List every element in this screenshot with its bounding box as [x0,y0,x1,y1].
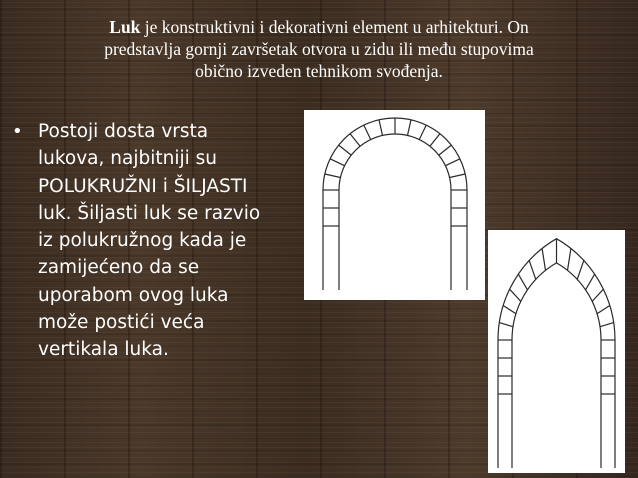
voussoir-joint [350,134,360,147]
voussoir-joint [339,145,352,155]
voussoir-joint [379,120,383,136]
bullet-line: uporabom ovog luka [38,284,229,306]
voussoir-joint [510,289,521,301]
voussoir-joint [430,134,440,147]
voussoir-joint [419,125,426,139]
voussoir-joint [568,249,571,271]
intro-line-2: predstavlja gornji završetak otvora u zidu ili među stupovima [104,39,534,59]
bullet-line: vertikala luka. [38,339,169,361]
arch-outer-line [498,239,615,468]
intro-line-1 [20,16,618,38]
voussoir-joint [600,323,614,327]
voussoir-joint [446,159,460,166]
bullet-line: Postoji dosta vrsta [38,121,209,142]
intro-line-1-rest: je konstruktivni i dekorativni element u arhitekturi. On [140,17,529,37]
arch-inner-line [339,134,451,290]
bullet-symbol: • [12,121,23,142]
bullet-paragraph [12,118,308,364]
voussoir-joint [542,249,545,271]
voussoir-joint [499,323,513,327]
pointed-arch-drawing [488,230,625,473]
pointed-arch-image [488,230,625,473]
voussoir-joint [577,260,584,279]
bullet-line: zamijećeno da se [38,257,200,279]
bullet-line: može postići veća [38,312,205,334]
intro-term: Luk [109,17,141,37]
voussoir-joint [330,159,344,166]
voussoir-joint [450,174,466,178]
voussoir-joint [408,120,412,136]
voussoir-joint [592,289,603,301]
intro-line-3: obično izveden tehnikom svođenja. [195,61,443,81]
intro-text [20,16,618,82]
arch-outer-line [323,118,467,290]
voussoir-joint [364,125,371,139]
voussoir-joint [586,274,595,290]
voussoir-joint [325,174,341,178]
bullet-line: lukova, najbitniji su [38,148,218,170]
arch-inner-line [512,263,601,468]
semicircular-arch-image [304,110,485,300]
bullet-line: iz polukružnog kada je [38,230,247,252]
semicircular-arch-drawing [304,110,485,300]
voussoir-joint [503,306,516,314]
voussoir-joint [529,260,536,279]
bullet-line: luk. Šiljasti luk se razvio [38,202,261,224]
voussoir-joint [518,274,527,290]
voussoir-joint [597,306,610,314]
voussoir-joint [439,145,452,155]
bullet-line: POLUKRUŽNI i ŠILJASTI [38,175,248,197]
